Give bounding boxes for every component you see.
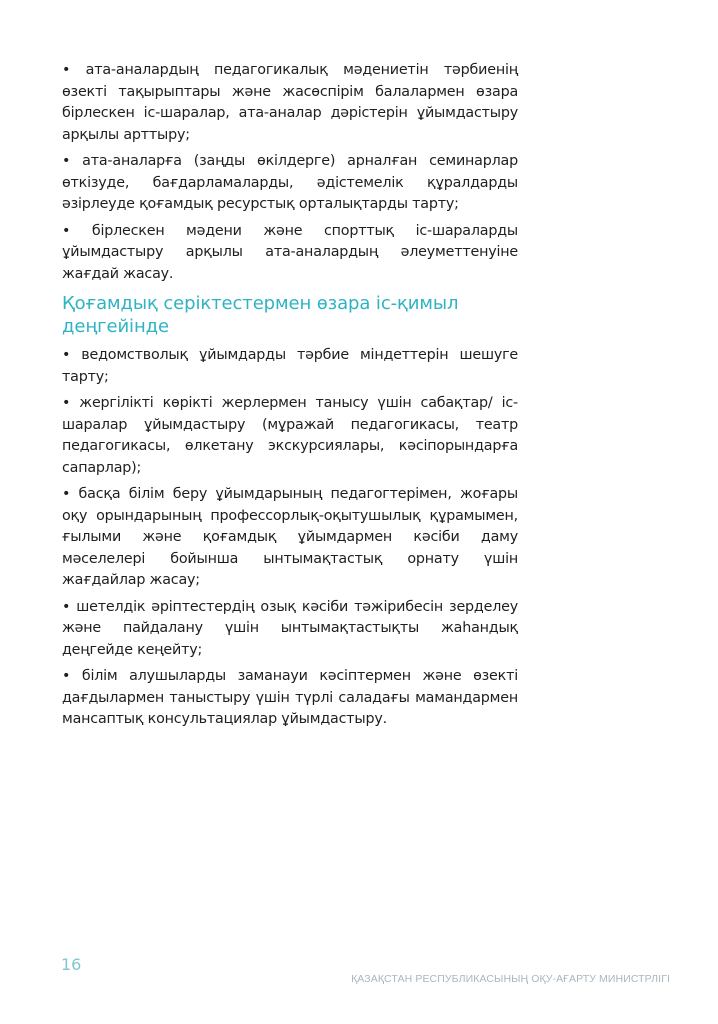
bullet-item: • жергілікті көрікті жерлермен танысу үшін сабақтар/ іс-шаралар ұйымдастыру (мұражай педагогикасы, театр педагогикасы, өлкетану экскурсиялары, кәсіпорындарға сапарлар); (62, 395, 518, 476)
bullet-item: • ата-аналарға (заңды өкілдерге) арналған семинарлар өткізуде, бағдарламаларды, әдістемелік құралдарды әзірлеуде қоғамдық ресурстық орталықтарды тарту; (62, 153, 518, 212)
bullet-item: • ата-аналардың педагогикалық мәдениетін тәрбиенің өзекті тақырыптары және жасөспірім балалармен өзара бірлескен іс-шаралар, ата-аналар дәрістерін ұйымдастыру арқылы арттыру; (62, 62, 518, 143)
section-heading: Қоғамдық серіктестермен өзара іс-қимыл деңгейінде (62, 293, 459, 337)
bullet-item: • шетелдік әріптестердің озық кәсіби тәжірибесін зерделеу және пайдалану үшін ынтымақтастықты жаһандық деңгейде кеңейту; (62, 598, 518, 658)
bullet-item: • бірлескен мәдени және спорттық іс-шараларды ұйымдастыру арқылы ата-аналардың әлеуметтенуіне жағдай жасау. (62, 222, 518, 282)
page-content (62, 60, 518, 736)
bullet-item: • білім алушыларды заманауи кәсіптермен және өзекті дағдылармен таныстыру үшін түрлі саладағы мамандармен мансаптық консультациялар ұйымдастыру. (62, 668, 518, 727)
page-number: 16 (61, 955, 82, 974)
bullet-item: • ведомстволық ұйымдарды тәрбие міндеттерін шешуге тарту; (62, 347, 518, 385)
bullet-item: • басқа білім беру ұйымдарының педагогтерімен, жоғары оқу орындарының профессорлық-оқытушылық құрамымен, ғылыми және қоғамдық ұйымдармен кәсіби даму мәселелері бойынша ынтымақтастық орнату үшін жағдайлар жасау; (62, 486, 518, 588)
footer-ministry-name: ҚАЗАҚСТАН РЕСПУБЛИКАСЫНЫҢ ОҚУ-АҒАРТУ МИНИСТРЛІГІ (351, 973, 670, 985)
